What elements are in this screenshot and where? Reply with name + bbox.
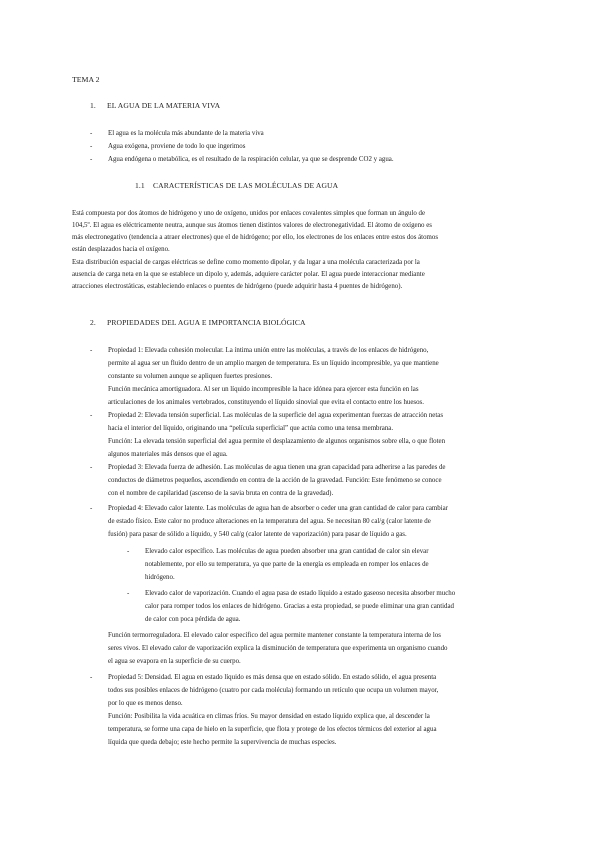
property-line: conductos de diámetros pequeños, ascendiendo en contra de la acción de la gravedad. Función: Este fenómeno se conoce — [108, 477, 442, 484]
property-line: Función: La elevada tensión superficial del agua permite el desplazamiento de algunos organismos sobre ella, o que floten — [108, 438, 446, 445]
section-1-heading: EL AGUA DE LA MATERIA VIVA — [107, 101, 221, 110]
property-line: líquida que queda debajo; este hecho permite la supervivencia de muchas especies. — [108, 739, 337, 746]
property-line: algunos materiales más densos que el agua. — [108, 451, 228, 458]
bullet-dash: - — [90, 130, 93, 137]
nested-property-line: Elevado calor de vaporización. Cuando el agua pasa de estado líquido a estado gaseoso necesita absorber mucho — [145, 590, 456, 597]
property-line: Propiedad 3: Elevada fuerza de adhesión. Las moléculas de agua tienen una gran capacidad para adherirse a las paredes de — [108, 464, 446, 471]
section-2-number: 2. — [90, 318, 96, 327]
property-line: el agua se evapora en la superficie de su cuerpo. — [108, 658, 241, 665]
nested-property-line: Elevado calor específico. Las moléculas de agua pueden absorber una gran cantidad de calor sin elevar — [145, 548, 429, 555]
property-line: Propiedad 5: Densidad. El agua en estado líquido es más densa que en estado sólido. En estado sólido, el agua presenta — [108, 674, 437, 681]
property-line: articulaciones de los animales vertebrados, constituyendo el líquido sinovial que evita el contacto entre los huesos. — [108, 399, 424, 406]
bullet-dash: - — [90, 156, 93, 163]
property-line: Función termorreguladora. El elevado calor específico del agua permite mantener constante la temperatura interna de los — [108, 632, 441, 639]
property-line: fusión) para pasar de sólido a líquido, y 540 cal/g (calor latente de vaporización) para pasar de líquido a gas. — [108, 531, 407, 538]
property-line: de estado físico. Este calor no produce alteraciones en la temperatura del agua. Se necesitan 80 cal/g (calor latente de — [108, 518, 431, 525]
paragraph-line: Está compuesta por dos átomos de hidrógeno y uno de oxígeno, unidos por enlaces covalentes simples que forman un ángulo de — [72, 210, 426, 217]
paragraph-line: 104,5º. El agua es eléctricamente neutra, aunque sus átomos tienen distintos valores de electronegatividad. El átomo de oxígeno es — [72, 222, 432, 229]
bullet-dash: - — [90, 505, 93, 512]
property-line: temperatura, se forme una capa de hielo en la superficie, que flota y protege de los efectos térmicos del exterior al agua — [108, 726, 437, 733]
property-line: Función mecánica amortiguadora. Al ser un líquido incompresible la hace idónea para ejercer esta función en las — [108, 386, 419, 393]
paragraph-line: más electronegativo (tendencia a atraer electrones) que el de hidrógeno; por ello, los electrones de los enlaces entre estos dos átomos — [72, 234, 439, 241]
section-1-number: 1. — [90, 101, 96, 110]
paragraph-line: están desplazados hacia el oxígeno. — [72, 246, 170, 253]
bullet-dash: - — [90, 412, 93, 419]
nested-bullet-dash: - — [127, 548, 130, 555]
property-line: hacia el interior del líquido, originando una “película superficial” que actúa como una tensa membrana. — [108, 425, 394, 432]
paragraph-line: atracciones electrostáticas, estableciendo enlaces o puentes de hidrógeno (puede adquirir hasta 4 puentes de hidrógeno). — [72, 283, 403, 290]
bullet-dash: - — [90, 674, 93, 681]
nested-bullet-dash: - — [127, 590, 130, 597]
bullet-dash: - — [90, 347, 93, 354]
property-line: todos sus posibles enlaces de hidrógeno (cuatro por cada molécula) formando un retículo que ocupa un volumen mayor, — [108, 687, 439, 694]
property-line: permite al agua ser un fluido dentro de un amplio margen de temperatura. Es un líquido incompresible, ya que mantiene — [108, 360, 439, 367]
document-title: TEMA 2 — [72, 75, 100, 84]
property-line: Propiedad 2: Elevada tensión superficial. Las moléculas de la superficie del agua experimentan fuerzas de atracción netas — [108, 412, 444, 419]
property-line: seres vivos. El elevado calor de vaporización explica la disminución de temperatura que experimenta un organismo cuando — [108, 645, 448, 652]
nested-property-line: de calor con poca pérdida de agua. — [145, 616, 241, 623]
property-line: Función: Posibilita la vida acuática en climas fríos. Su mayor densidad en estado líquido explica que, al descender la — [108, 713, 430, 720]
bullet-dash: - — [90, 464, 93, 471]
nested-property-line: notablemente, por ello su temperatura, ya que parte de la energía es empleada en romper los enlaces de — [145, 561, 429, 568]
bullet-item: Agua exógena, proviene de todo lo que ingerimos — [108, 143, 246, 150]
paragraph-line: ausencia de carga neta en la que se establece un dipolo y, además, adquiere carácter polar. El agua puede interaccionar mediante — [72, 271, 425, 278]
bullet-dash: - — [90, 143, 93, 150]
property-line: por lo que es menos denso. — [108, 700, 183, 707]
paragraph-line: Esta distribución espacial de cargas eléctricas se define como momento dipolar, y da lugar a una molécula caracterizada por la — [72, 259, 420, 266]
section-2-heading: PROPIEDADES DEL AGUA E IMPORTANCIA BIOLÓGICA — [107, 318, 306, 327]
nested-property-line: calor para romper todos los enlaces de hidrógeno. Gracias a esta propiedad, se puede eliminar una gran cantidad — [145, 603, 454, 610]
bullet-item: Agua endógena o metabólica, es el resultado de la respiración celular, ya que se desprende CO2 y agua. — [108, 156, 394, 163]
subsection-heading: CARACTERÍSTICAS DE LAS MOLÉCULAS DE AGUA — [153, 181, 339, 190]
property-line: con el nombre de capilaridad (ascenso de la savia bruta en contra de la gravedad). — [108, 490, 334, 497]
subsection-number: 1.1 — [135, 181, 145, 190]
property-line: Propiedad 1: Elevada cohesión molecular. La íntima unión entre las moléculas, a través de los enlaces de hidrógeno, — [108, 347, 429, 354]
nested-property-line: hidrógeno. — [145, 574, 175, 581]
property-line: constante su volumen aunque se apliquen fuertes presiones. — [108, 373, 273, 380]
property-line: Propiedad 4: Elevado calor latente. Las moléculas de agua han de absorber o ceder una gran cantidad de calor para cambiar — [108, 505, 448, 512]
bullet-item: El agua es la molécula más abundante de la materia viva — [108, 130, 264, 137]
